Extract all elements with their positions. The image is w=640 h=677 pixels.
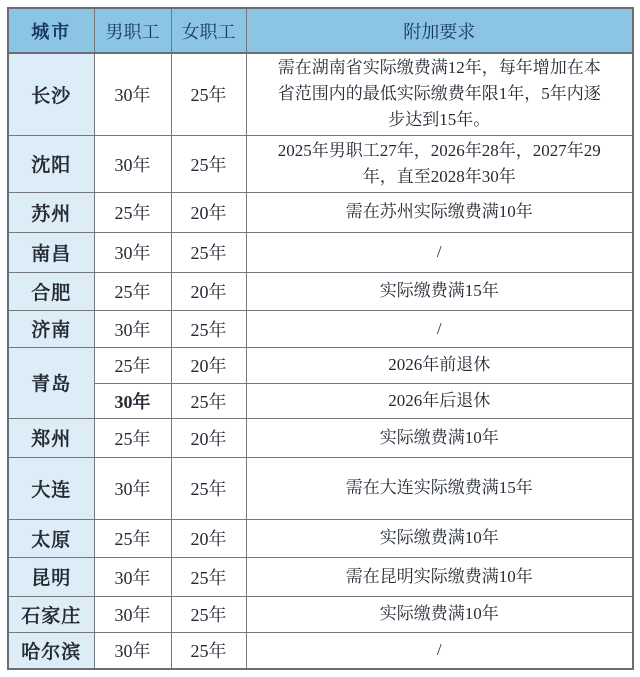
header-requirements: 附加要求	[246, 8, 633, 53]
cell-male: 25年	[94, 192, 171, 232]
cell-male: 30年	[94, 232, 171, 272]
cell-city: 哈尔滨	[8, 632, 94, 669]
table-row-taiyuan	[8, 519, 633, 557]
header-city: 城市	[8, 8, 94, 53]
cell-requirement: 实际缴费满10年	[246, 519, 633, 557]
cell-city: 南昌	[8, 232, 94, 272]
cell-male: 25年	[94, 272, 171, 310]
table-row-qingdao-1	[8, 347, 633, 383]
cell-city: 石家庄	[8, 596, 94, 632]
cell-city: 太原	[8, 519, 94, 557]
table-row-changsha	[8, 53, 633, 135]
header-row	[8, 8, 633, 53]
cell-city: 大连	[8, 457, 94, 519]
cell-female: 25年	[171, 383, 246, 418]
header-male: 男职工	[94, 8, 171, 53]
table-row-zhengzhou	[8, 418, 633, 457]
table-row-harbin	[8, 632, 633, 669]
cell-requirement: 2025年男职工27年，2026年28年，2027年29年，直至2028年30年	[246, 135, 633, 192]
cell-city: 合肥	[8, 272, 94, 310]
header-female: 女职工	[171, 8, 246, 53]
table-row-dalian	[8, 457, 633, 519]
cell-male: 30年	[94, 53, 171, 135]
table-row-suzhou	[8, 192, 633, 232]
cell-requirement: 需在大连实际缴费满15年	[246, 457, 633, 519]
table-row-jinan	[8, 310, 633, 347]
table-row-qingdao-2	[8, 383, 633, 418]
cell-female: 20年	[171, 519, 246, 557]
retirement-requirements-table	[7, 7, 634, 670]
cell-female: 25年	[171, 135, 246, 192]
cell-female: 20年	[171, 418, 246, 457]
cell-requirement: 需在苏州实际缴费满10年	[246, 192, 633, 232]
cell-male: 25年	[94, 418, 171, 457]
cell-male: 30年	[94, 383, 171, 418]
cell-male: 30年	[94, 457, 171, 519]
cell-requirement: 实际缴费满10年	[246, 596, 633, 632]
cell-requirement: 需在昆明实际缴费满10年	[246, 557, 633, 596]
cell-female: 25年	[171, 457, 246, 519]
cell-requirement: 2026年前退休	[246, 347, 633, 383]
cell-male: 30年	[94, 310, 171, 347]
cell-city: 沈阳	[8, 135, 94, 192]
cell-requirement: 需在湖南省实际缴费满12年，每年增加在本省范围内的最低实际缴费年限1年，5年内逐步达到15年。	[246, 53, 633, 135]
cell-requirement: 实际缴费满10年	[246, 418, 633, 457]
cell-city: 昆明	[8, 557, 94, 596]
cell-city: 苏州	[8, 192, 94, 232]
cell-female: 20年	[171, 347, 246, 383]
cell-male: 30年	[94, 596, 171, 632]
cell-female: 20年	[171, 272, 246, 310]
cell-female: 25年	[171, 232, 246, 272]
cell-requirement: 2026年后退休	[246, 383, 633, 418]
retirement-table-container	[7, 7, 634, 670]
cell-requirement: 实际缴费满15年	[246, 272, 633, 310]
table-row-kunming	[8, 557, 633, 596]
cell-city: 青岛	[8, 347, 94, 418]
cell-female: 25年	[171, 557, 246, 596]
cell-male: 30年	[94, 632, 171, 669]
cell-male: 30年	[94, 135, 171, 192]
cell-male: 30年	[94, 557, 171, 596]
table-row-hefei	[8, 272, 633, 310]
cell-city: 济南	[8, 310, 94, 347]
cell-male: 25年	[94, 347, 171, 383]
cell-female: 25年	[171, 310, 246, 347]
cell-requirement: /	[246, 232, 633, 272]
cell-requirement: /	[246, 632, 633, 669]
cell-female: 25年	[171, 632, 246, 669]
cell-requirement: /	[246, 310, 633, 347]
cell-female: 20年	[171, 192, 246, 232]
cell-city: 长沙	[8, 53, 94, 135]
table-row-nanchang	[8, 232, 633, 272]
cell-female: 25年	[171, 596, 246, 632]
table-row-shijiazhuang	[8, 596, 633, 632]
cell-city: 郑州	[8, 418, 94, 457]
cell-male: 25年	[94, 519, 171, 557]
table-row-shenyang	[8, 135, 633, 192]
cell-female: 25年	[171, 53, 246, 135]
